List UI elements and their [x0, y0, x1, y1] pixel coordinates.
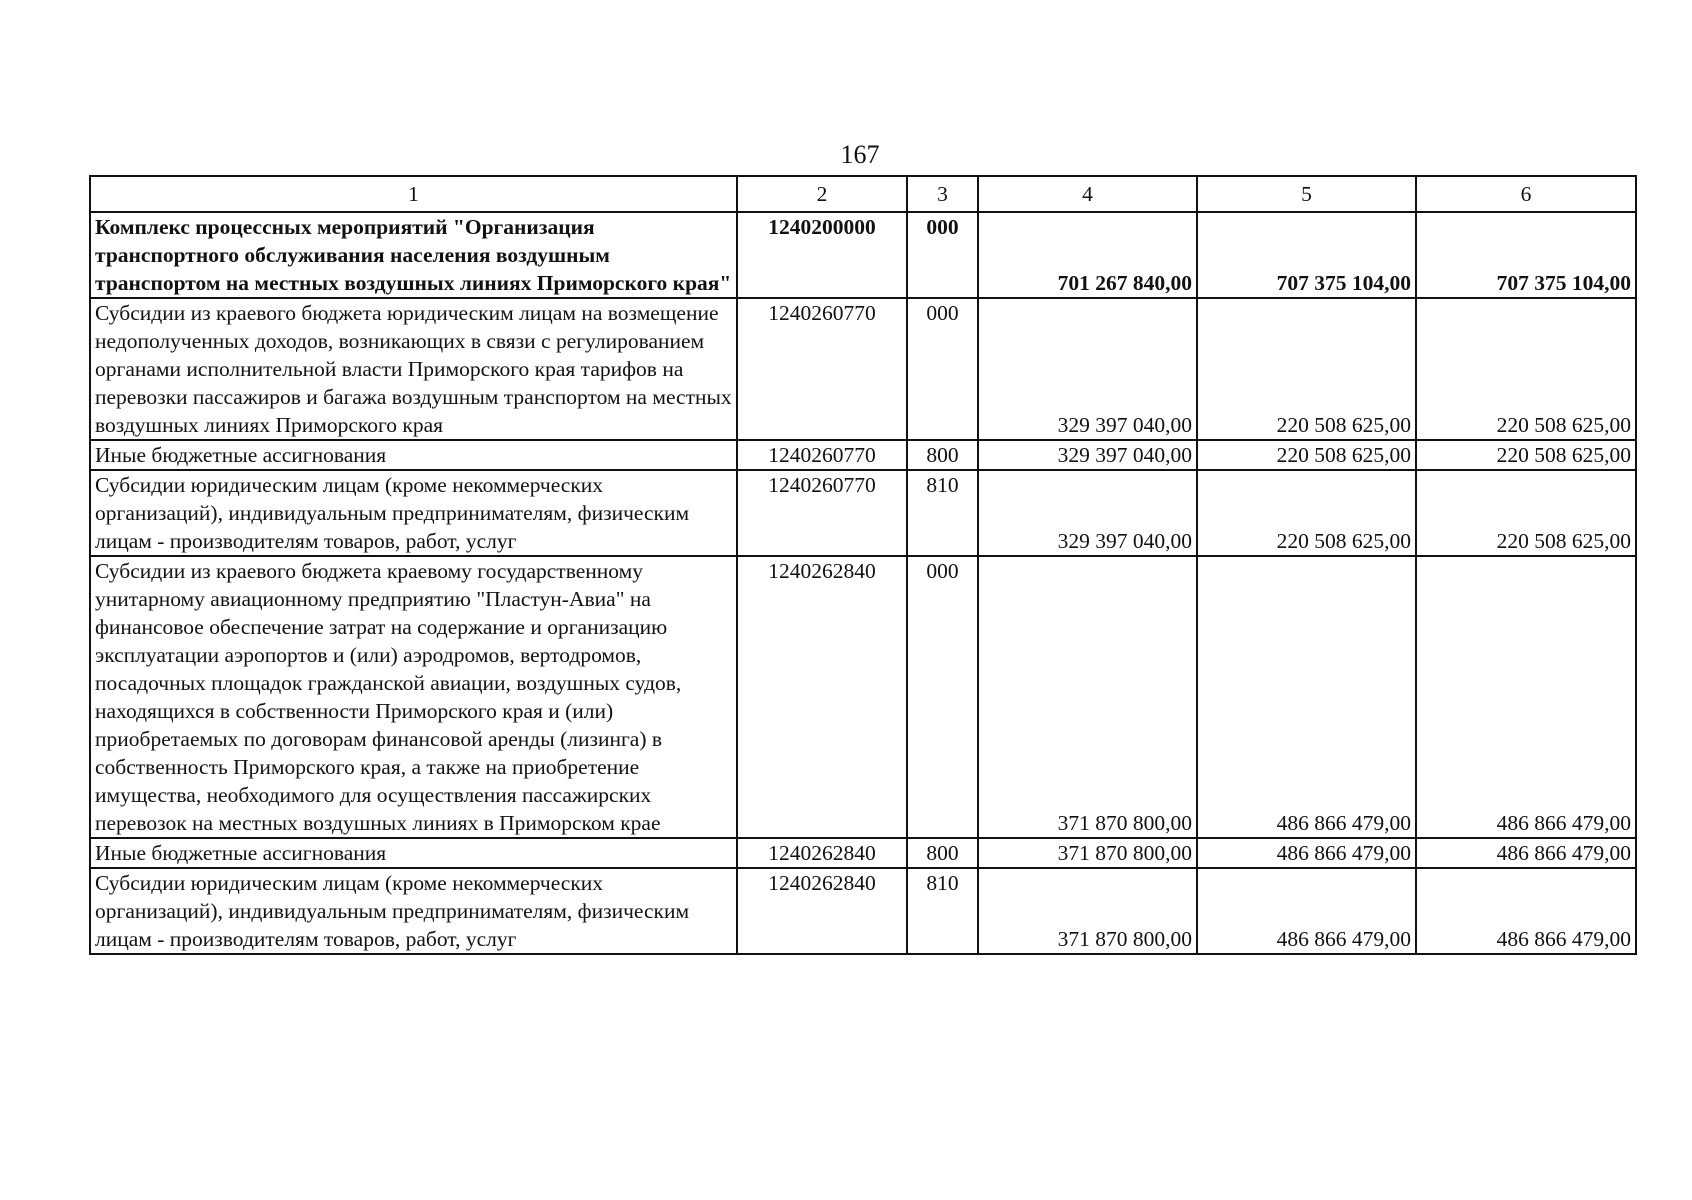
row-value-5-cell: 220 508 625,00: [1197, 470, 1416, 556]
row-value-6-cell: 220 508 625,00: [1416, 470, 1636, 556]
column-header-1: 1: [90, 176, 737, 212]
row-value-6-cell: 486 866 479,00: [1416, 556, 1636, 838]
row-name-cell: Иные бюджетные ассигнования: [90, 440, 737, 470]
table-row: [90, 298, 1636, 440]
row-type-cell: 000: [907, 298, 978, 440]
column-header-3: 3: [907, 176, 978, 212]
row-value-4-cell: 329 397 040,00: [978, 298, 1197, 440]
row-code-cell: 1240262840: [737, 838, 907, 868]
row-type-cell: 810: [907, 868, 978, 954]
row-code-cell: 1240260770: [737, 440, 907, 470]
row-value-6-cell: 220 508 625,00: [1416, 298, 1636, 440]
column-header-6: 6: [1416, 176, 1636, 212]
row-value-5-cell: 486 866 479,00: [1197, 838, 1416, 868]
row-value-5-cell: 707 375 104,00: [1197, 212, 1416, 298]
row-value-5-cell: 220 508 625,00: [1197, 440, 1416, 470]
row-code-cell: 1240262840: [737, 556, 907, 838]
row-code-cell: 1240260770: [737, 470, 907, 556]
row-name-cell: Субсидии из краевого бюджета юридическим лицам на возмещение недополученных доходов, возникающих в связи с регулированием органами исполнительной власти Приморского края тарифов на перевозки пассажиров и багажа воздушным транспортом на местных воздушных линиях Приморского края: [90, 298, 737, 440]
row-value-4-cell: 701 267 840,00: [978, 212, 1197, 298]
table-row: [90, 470, 1636, 556]
row-code-cell: 1240260770: [737, 298, 907, 440]
row-value-4-cell: 371 870 800,00: [978, 556, 1197, 838]
row-type-cell: 800: [907, 838, 978, 868]
table-row: [90, 838, 1636, 868]
table-row: [90, 556, 1636, 838]
row-value-4-cell: 329 397 040,00: [978, 440, 1197, 470]
row-value-5-cell: 486 866 479,00: [1197, 556, 1416, 838]
row-name-cell: Субсидии из краевого бюджета краевому государственному унитарному авиационному предприятию "Пластун-Авиа" на финансовое обеспечение затрат на содержание и организацию эксплуатации аэропортов и (или) аэродромов, вертодромов, посадочных площадок гражданской авиации, воздушных судов, находящихся в собственности Приморского края и (или) приобретаемых по договорам финансовой аренды (лизинга) в собственность Приморского края, а также на приобретение имущества, необходимого для осуществления пассажирских перевозок на местных воздушных линиях в Приморском крае: [90, 556, 737, 838]
row-value-5-cell: 486 866 479,00: [1197, 868, 1416, 954]
row-name-cell: Иные бюджетные ассигнования: [90, 838, 737, 868]
table-row: [90, 868, 1636, 954]
page-number: 167: [840, 140, 880, 169]
row-value-4-cell: 329 397 040,00: [978, 470, 1197, 556]
row-type-cell: 000: [907, 212, 978, 298]
row-value-6-cell: 486 866 479,00: [1416, 868, 1636, 954]
row-value-4-cell: 371 870 800,00: [978, 838, 1197, 868]
table-body: [90, 176, 1636, 954]
row-value-6-cell: 707 375 104,00: [1416, 212, 1636, 298]
row-code-cell: 1240262840: [737, 868, 907, 954]
row-name-cell: Субсидии юридическим лицам (кроме некоммерческих организаций), индивидуальным предпринимателям, физическим лицам - производителям товаров, работ, услуг: [90, 868, 737, 954]
row-value-6-cell: 220 508 625,00: [1416, 440, 1636, 470]
budget-table: [89, 175, 1637, 955]
row-name-cell: Комплекс процессных мероприятий "Организация транспортного обслуживания населения воздушным транспортом на местных воздушных линиях Приморского края": [90, 212, 737, 298]
row-type-cell: 800: [907, 440, 978, 470]
row-value-6-cell: 486 866 479,00: [1416, 838, 1636, 868]
row-value-4-cell: 371 870 800,00: [978, 868, 1197, 954]
column-header-5: 5: [1197, 176, 1416, 212]
table-row: [90, 440, 1636, 470]
row-type-cell: 000: [907, 556, 978, 838]
row-code-cell: 1240200000: [737, 212, 907, 298]
table-row: [90, 212, 1636, 298]
row-name-cell: Субсидии юридическим лицам (кроме некоммерческих организаций), индивидуальным предпринимателям, физическим лицам - производителям товаров, работ, услуг: [90, 470, 737, 556]
column-header-4: 4: [978, 176, 1197, 212]
column-number-row: [90, 176, 1636, 212]
row-type-cell: 810: [907, 470, 978, 556]
row-value-5-cell: 220 508 625,00: [1197, 298, 1416, 440]
column-header-2: 2: [737, 176, 907, 212]
